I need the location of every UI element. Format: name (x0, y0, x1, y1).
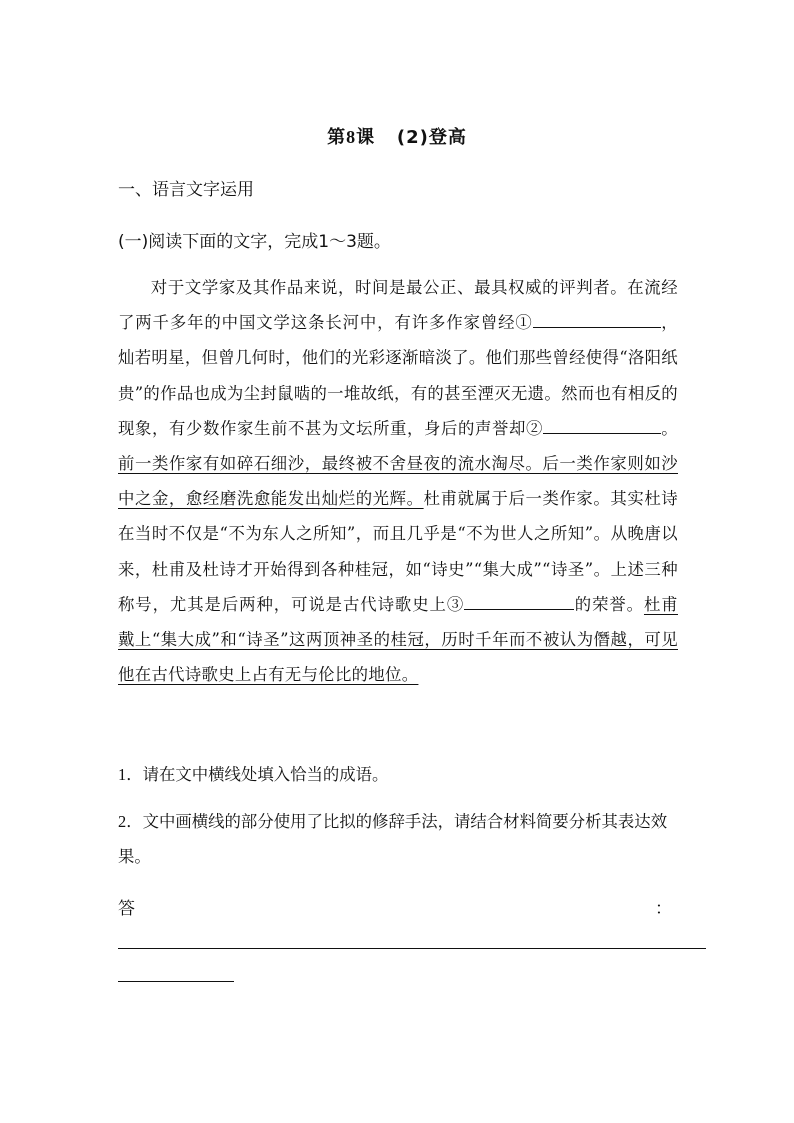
blank-marker-3: ③ (446, 594, 465, 614)
title-suffix: 课 (356, 127, 376, 148)
blank-marker-2: ② (525, 418, 543, 438)
answer-label: 答 (118, 899, 135, 919)
question-number: 1． (118, 765, 143, 784)
answer-colon: ： (655, 899, 672, 919)
passage-text: 。 (660, 418, 678, 438)
underlined-sentence-1: 前一类作家有如碎石细沙，最终被不舍昼夜的流水淘尽。后一类作家则如沙中之金，愈经磨洗愈能发出灿烂的光辉。 (118, 454, 678, 509)
lesson-number: 8 (346, 127, 357, 147)
question-text: 请在文中横线处填入恰当的成语。 (142, 765, 389, 784)
passage-text: 的荣誉。 (574, 594, 644, 614)
question-1 (118, 757, 688, 792)
passage-text: 杜甫就属于后一类作家。其实杜诗在当时不仅是“不为东人之所知”，而且几乎是“不为世人之所知”。从晚唐以来，杜甫及杜诗才开始得到各种桂冠，如“诗史”“集大成”“诗圣”。上述三种称号，尤其是后两种，可说是古代诗歌史上 (118, 489, 678, 614)
title-prefix: 第 (327, 127, 347, 148)
reading-passage (118, 270, 678, 692)
passage-text: 对于文学家及其作品来说，时间是最公正、最具权威的评判者。在流经了两千多年的中国文学这条长河中，有许多作家曾经 (118, 278, 678, 333)
question-text: 文中画横线的部分使用了比拟的修辞手法，请结合材料简要分析其表达效果。 (118, 812, 668, 866)
page-title (0, 123, 794, 149)
lesson-subtitle: (2)登高 (396, 127, 467, 148)
question-2 (118, 804, 688, 874)
reading-instruction: (一)阅读下面的文字，完成1～3题。 (118, 232, 391, 252)
fill-blank-1[interactable] (533, 310, 661, 328)
fill-blank-3[interactable] (464, 592, 574, 610)
passage-text: ，灿若明星，但曾几何时，他们的光彩逐渐暗淡了。他们那些曾经使得“洛阳纸贵”的作品也成为尘封鼠啮的一堆故纸，有的甚至湮灭无遗。然而也有相反的现象，有少数作家生前不甚为文坛所重，身后的声誉却 (118, 313, 678, 438)
section-heading: 一、语言文字运用 (118, 180, 254, 200)
fill-blank-2[interactable] (543, 416, 661, 434)
blank-marker-1: ① (515, 313, 533, 333)
question-number: 2． (118, 812, 143, 831)
underlined-sentence-2: 杜甫戴上“集大成”和“诗圣”这两顶神圣的桂冠，历时千年而不被认为僭越，可见他在古代诗歌史上占有无与伦比的地位。 (118, 594, 678, 685)
answer-line-short[interactable] (118, 981, 234, 982)
answer-line[interactable] (118, 948, 706, 949)
